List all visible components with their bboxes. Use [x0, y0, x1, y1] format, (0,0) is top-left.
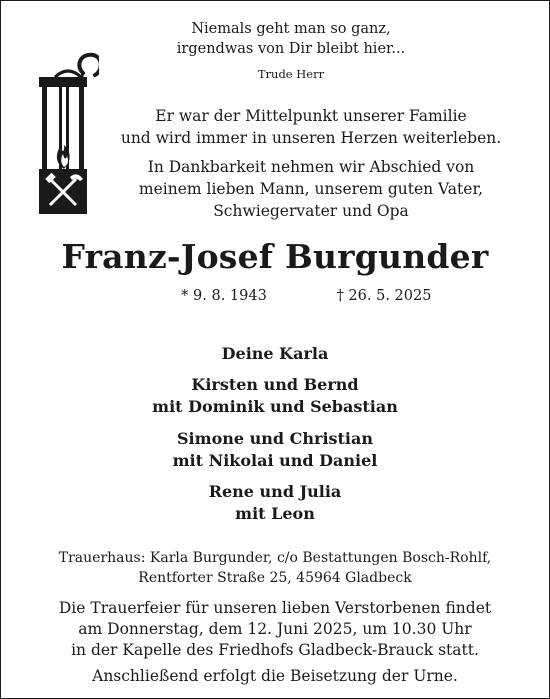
quote-author: Trude Herr	[257, 67, 325, 81]
family-line: mit Leon	[235, 504, 315, 523]
address-line-2: Rentforter Straße 25, 45964 Gladbeck	[138, 570, 412, 586]
family-line: Deine Karla	[221, 344, 329, 363]
farewell-text	[101, 156, 521, 222]
intro-line-2: und wird immer in unseren Herzen weiterleben.	[120, 129, 502, 147]
intro-text	[101, 105, 521, 149]
family-line: Simone und Christian	[177, 429, 373, 448]
deceased-name: Franz-Josef Burgunder	[61, 237, 489, 276]
family-line: mit Nikolai und Daniel	[172, 451, 378, 470]
family-group-1	[1, 343, 549, 365]
farewell-line-1: In Dankbarkeit nehmen wir Abschied von	[147, 158, 475, 176]
mourning-house-address	[1, 548, 549, 588]
farewell-line-2: meinem lieben Mann, unserem guten Vater,	[138, 180, 484, 198]
miners-lamp-icon	[37, 51, 99, 219]
funeral-line-3: in der Kapelle des Friedhofs Gladbeck-Brauck statt.	[71, 641, 479, 659]
intro-line-1: Er war der Mittelpunkt unserer Familie	[155, 107, 467, 125]
burial-info: Anschließend erfolgt die Beisetzung der Urne.	[92, 667, 458, 685]
family-group-2	[1, 374, 549, 418]
quote-line-2: irgendwas von Dir bleibt hier...	[176, 41, 406, 57]
funeral-line-1: Die Trauerfeier für unseren lieben Verstorbenen findet	[58, 599, 492, 617]
farewell-line-3: Schwiegervater und Opa	[213, 202, 409, 220]
family-line: Rene und Julia	[208, 482, 342, 501]
birth-date: * 9. 8. 1943	[181, 288, 267, 304]
death-date: † 26. 5. 2025	[336, 288, 432, 304]
funeral-info	[1, 598, 549, 661]
family-line: mit Dominik und Sebastian	[152, 397, 398, 416]
funeral-line-2: am Donnerstag, dem 12. Juni 2025, um 10.30 Uhr	[78, 620, 472, 638]
family-group-4	[1, 481, 549, 525]
family-line: Kirsten und Bernd	[191, 375, 359, 394]
quote	[151, 19, 431, 59]
quote-line-1: Niemals geht man so ganz,	[191, 21, 391, 37]
address-line-1: Trauerhaus: Karla Burgunder, c/o Bestattungen Bosch-Rohlf,	[58, 550, 492, 566]
family-group-3	[1, 428, 549, 472]
